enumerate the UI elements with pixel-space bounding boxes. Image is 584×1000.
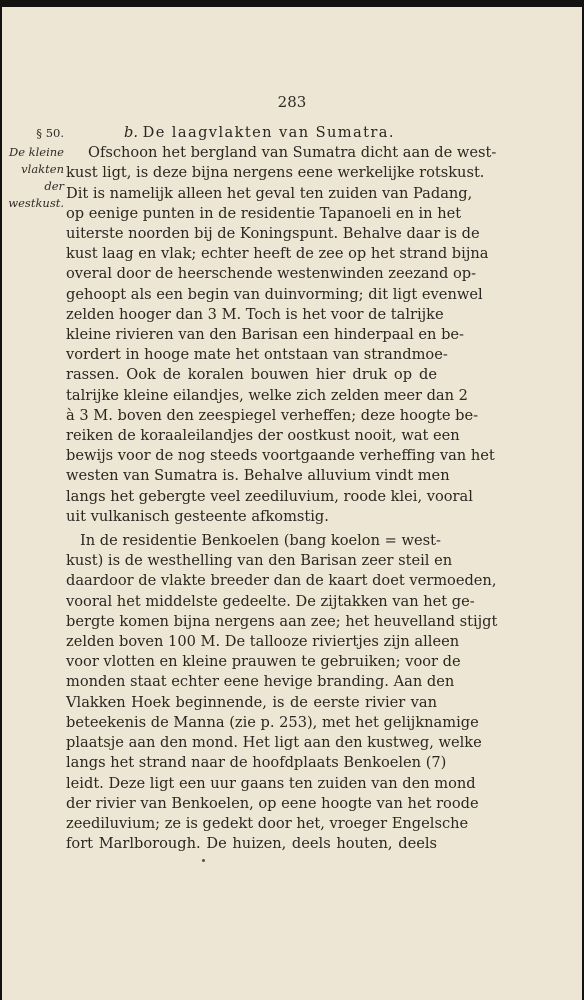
text-line: kleine rivieren van den Barisan een hinderpaal en be- [66, 326, 464, 344]
text-line: rassen. Ook de koralen bouwen hier druk op de [66, 366, 437, 384]
margin-note [2, 125, 64, 212]
body-text [66, 123, 498, 854]
page-number: 283 [277, 93, 307, 111]
ink-speck [202, 859, 205, 862]
text-line: bergte komen bijna nergens aan zee; het heuvelland stijgt [66, 612, 498, 630]
text-line: kust laag en vlak; echter heeft de zee op het strand bijna [66, 245, 489, 263]
text-line: uit vulkanisch gesteente afkomstig. [66, 507, 329, 525]
text-line: plaatsje aan den mond. Het ligt aan den kustweg, welke [66, 734, 482, 752]
text-line: Dit is namelijk alleen het geval ten zuiden van Padang, [66, 184, 473, 202]
text-line: westen van Sumatra is. Behalve alluvium vindt men [66, 467, 450, 485]
text-line: Ofschoon het bergland van Sumatra dicht aan de west- [88, 144, 497, 162]
section-heading-title: De laagvlakten van Sumatra. [142, 124, 395, 141]
text-line: zeediluvium; ze is gedekt door het, vroeger Engelsche [66, 814, 469, 832]
margin-note-line: westkust. [8, 196, 64, 210]
text-line: overal door de heerschende westenwinden zeezand op- [66, 265, 477, 283]
text-line: kust) is de westhelling van den Barisan zeer steil en [66, 552, 453, 570]
text-line: langs het strand naar de hoofdplaats Benkoelen (7) [66, 754, 447, 772]
text-line: voor vlotten en kleine prauwen te gebruiken; voor de [66, 653, 461, 671]
text-line: monden staat echter eene hevige branding. Aan den [66, 673, 455, 691]
text-line: kust ligt, is deze bijna nergens eene werkelijke rotskust. [66, 164, 485, 182]
text-line: fort Marlborough. De huizen, deels houten, deels [66, 835, 437, 853]
text-line: zelden hooger dan 3 M. Toch is het voor de talrijke [66, 305, 444, 323]
margin-note-line: vlakten der [21, 162, 64, 193]
text-line: der rivier van Benkoelen, op eene hoogte van het roode [66, 794, 479, 812]
text-line: beteekenis de Manna (zie p. 253), met het gelijknamige [66, 713, 479, 731]
margin-note-section: § 50. [36, 126, 64, 140]
margin-note-line: De kleine [8, 145, 64, 159]
text-line: Vlakken Hoek beginnende, is de eerste rivier van [66, 693, 437, 711]
text-line: talrijke kleine eilandjes, welke zich zelden meer dan 2 [66, 386, 468, 404]
text-line: langs het gebergte veel zeediluvium, roode klei, vooral [66, 487, 473, 505]
text-line: In de residentie Benkoelen (bang koelon = west- [80, 532, 441, 550]
text-line: à 3 M. boven den zeespiegel verheffen; deze hoogte be- [66, 406, 479, 424]
text-line: vooral het middelste gedeelte. De zijtakken van het ge- [66, 592, 475, 610]
section-heading [66, 123, 437, 143]
section-heading-label: b. [124, 124, 138, 141]
text-line: bewijs voor de nog steeds voortgaande verheffing van het [66, 447, 495, 465]
text-line: op eenige punten in de residentie Tapanoeli en in het [66, 204, 462, 222]
text-line: reiken de koraaleilandjes der oostkust nooit, wat een [66, 427, 460, 445]
text-line: daardoor de vlakte breeder dan de kaart doet vermoeden, [66, 572, 497, 590]
text-line: zelden boven 100 M. De tallooze riviertjes zijn alleen [66, 633, 460, 651]
text-line: gehoopt als een begin van duinvorming; dit ligt evenwel [66, 285, 483, 303]
text-line: leidt. Deze ligt een uur gaans ten zuiden van den mond [66, 774, 476, 792]
text-line: uiterste noorden bij de Koningspunt. Behalve daar is de [66, 225, 480, 243]
text-line: vordert in hooge mate het ontstaan van strandmoe- [66, 346, 448, 364]
